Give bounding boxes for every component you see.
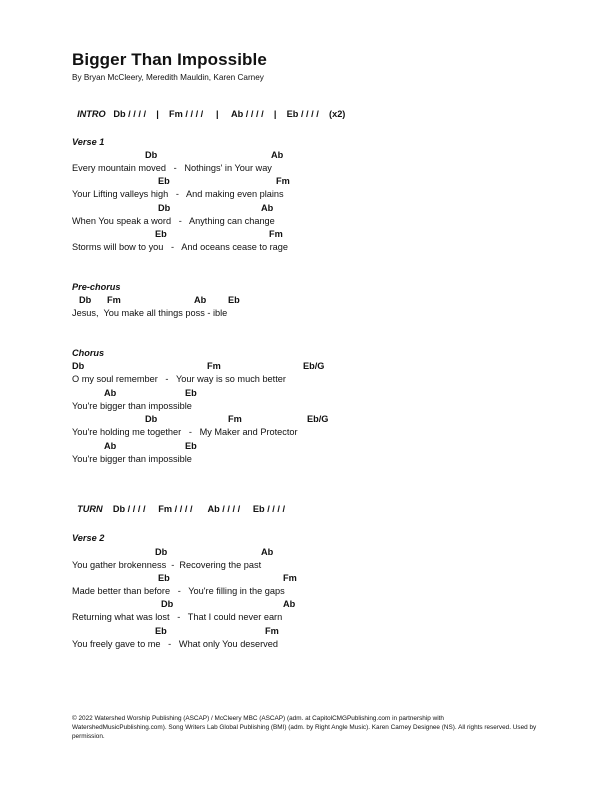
chord: Db (79, 295, 92, 305)
section-label-verse-2: Verse 2 (72, 533, 105, 543)
lyric-line: Every mountain moved - Nothings' in Your way (72, 163, 272, 173)
chord: Db (155, 547, 168, 557)
lyric-line: O my soul remember - Your way is so much better (72, 374, 286, 384)
lyric-line: When You speak a word - Anything can change (72, 216, 275, 226)
chord: Eb (185, 441, 197, 451)
turn-line (72, 493, 285, 515)
turn-progression: Db / / / / Fm / / / / Ab / / / / Eb / / / / (112, 504, 286, 514)
chord: Eb (185, 388, 197, 398)
lyric-line: You freely gave to me - What only You deserved (72, 639, 278, 649)
chord: Fm (276, 176, 290, 186)
chord: Eb (155, 229, 167, 239)
section-label-verse-1: Verse 1 (72, 137, 105, 147)
chord: Ab (261, 547, 274, 557)
chord: Eb (158, 176, 170, 186)
chord: Eb/G (307, 414, 329, 424)
chord: Fm (207, 361, 221, 371)
section-label-pre-chorus: Pre-chorus (72, 282, 121, 292)
chord: Fm (269, 229, 283, 239)
song-authors: By Bryan McCleery, Meredith Mauldin, Karen Carney (72, 73, 264, 82)
chord: Db (161, 599, 174, 609)
chord: Db (72, 361, 85, 371)
chord: Ab (104, 441, 117, 451)
lyric-line: Returning what was lost - That I could never earn (72, 612, 283, 622)
chord: Ab (271, 150, 284, 160)
lyric-line: Storms will bow to you - And oceans cease to rage (72, 242, 289, 252)
intro-progression: Db / / / / | Fm / / / / | Ab / / / / | Eb / / / / (x2) (113, 109, 346, 119)
lyric-line: You gather brokenness - Recovering the past (72, 560, 262, 570)
lyric-line: Jesus, You make all things poss - ible (72, 308, 228, 318)
chord: Db (145, 414, 158, 424)
copyright-footer: © 2022 Watershed Worship Publishing (ASCAP) / McCleery MBC (ASCAP) (adm. at CapitolCMGPublishing.com in partnership with WatershedMusicPublishing.com). Song Writers Lab Global Publishing (BMI) (adm. by Right Angle Music). Karen Carney Designee (NS). All rights reserved. Used by permission. (72, 715, 537, 740)
chord: Ab (261, 203, 274, 213)
section-label-intro: INTRO (77, 109, 106, 119)
chord: Fm (228, 414, 242, 424)
chord: Db (158, 203, 171, 213)
chord: Eb (228, 295, 240, 305)
song-title: Bigger Than Impossible (72, 50, 267, 69)
lyric-line: Your Lifting valleys high - And making even plains (72, 189, 284, 199)
chord: Eb/G (303, 361, 325, 371)
lyric-line: Made better than before - You're filling in the gaps (72, 586, 285, 596)
intro-line (72, 98, 345, 120)
chord: Db (145, 150, 158, 160)
lyric-line: You're bigger than impossible (72, 454, 192, 464)
chord: Eb (155, 626, 167, 636)
lyric-line: You're bigger than impossible (72, 401, 192, 411)
chord: Ab (194, 295, 207, 305)
section-label-chorus: Chorus (72, 348, 105, 358)
lyric-line: You're holding me together - My Maker and Protector (72, 427, 298, 437)
chord: Ab (283, 599, 296, 609)
chord: Eb (158, 573, 170, 583)
section-label-turn: TURN (77, 504, 103, 514)
chord: Fm (107, 295, 121, 305)
chord: Fm (265, 626, 279, 636)
chord: Ab (104, 388, 117, 398)
chord: Fm (283, 573, 297, 583)
